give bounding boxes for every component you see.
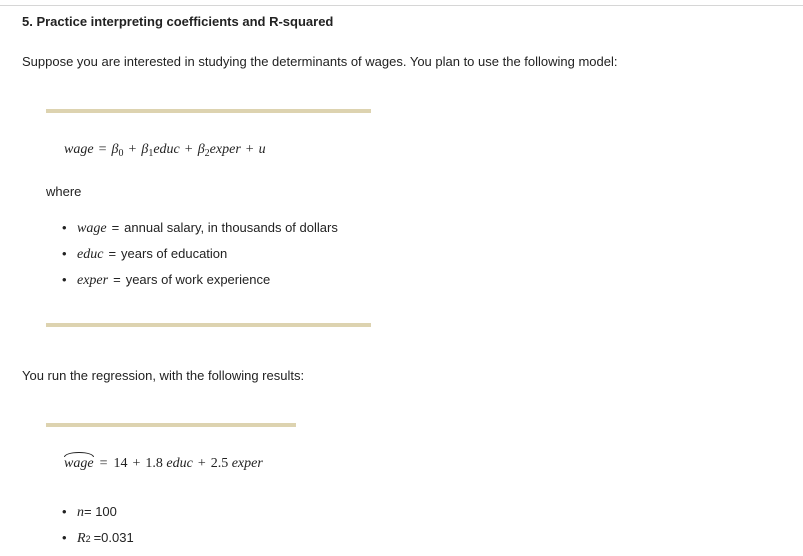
model-var-exper: exper: [209, 142, 241, 157]
fitted-coef-educ: 1.8: [145, 456, 163, 471]
definition-var: exper: [77, 273, 109, 288]
stat-n-value: = 100: [84, 504, 117, 519]
definition-desc: years of education: [121, 246, 228, 261]
bullet-icon: •: [62, 272, 67, 287]
fitted-intercept: 14: [113, 456, 128, 471]
definition-var: educ: [77, 247, 104, 262]
fitted-equation: [64, 454, 263, 472]
model-equals: =: [98, 142, 107, 157]
model-beta0: β: [111, 142, 119, 157]
bullet-icon: •: [62, 220, 67, 235]
definition-desc: annual salary, in thousands of dollars: [124, 220, 338, 235]
bullet-icon: •: [62, 246, 67, 261]
regression-stats: [62, 504, 134, 556]
model-plus-3: +: [245, 142, 254, 157]
definition-desc: years of work experience: [125, 272, 271, 287]
definition-equals: =: [108, 246, 117, 261]
model-beta2-sub: 2: [204, 148, 210, 159]
fitted-var-educ: educ: [166, 456, 193, 471]
results-divider: [46, 423, 296, 427]
stat-r2-value: =0.031: [93, 530, 134, 545]
stat-r2-label: R: [77, 531, 86, 546]
model-bottom-divider: [46, 323, 371, 327]
fitted-coef-exper: 2.5: [210, 456, 229, 471]
top-divider: [0, 5, 803, 6]
fitted-lhs-hat: wage: [64, 456, 94, 471]
model-equation: [64, 142, 266, 158]
model-plus-1: +: [128, 142, 137, 157]
model-plus-2: +: [184, 142, 193, 157]
model-top-divider: [46, 109, 371, 113]
fitted-plus-2: +: [197, 456, 206, 471]
model-beta0-sub: 0: [118, 148, 124, 159]
definition-equals: =: [113, 272, 121, 287]
definition-item: [62, 246, 338, 272]
definition-item: [62, 272, 338, 298]
model-beta1-sub: 1: [148, 148, 154, 159]
intro-text: Suppose you are interested in studying the determinants of wages. You plan to use the following model:: [22, 54, 618, 69]
model-beta1: β: [141, 142, 149, 157]
model-var-educ: educ: [153, 142, 180, 157]
stat-n-label: n: [77, 505, 84, 520]
variable-definitions: [62, 220, 338, 298]
question-title: 5. Practice interpreting coefficients and R-squared: [22, 14, 334, 29]
stat-item-r2: • R 2 =0.031: [62, 530, 134, 546]
fitted-equals: =: [99, 456, 108, 471]
model-beta2: β: [197, 142, 205, 157]
definition-item: [62, 220, 338, 246]
model-lhs: wage: [64, 142, 94, 157]
results-intro: You run the regression, with the following results:: [22, 368, 305, 383]
definition-var: wage: [77, 221, 107, 236]
definition-equals: =: [111, 220, 120, 235]
where-label: where: [46, 184, 82, 199]
model-error: u: [258, 142, 266, 157]
stat-item-n: [62, 504, 134, 530]
fitted-var-exper: exper: [231, 456, 263, 471]
fitted-plus-1: +: [132, 456, 141, 471]
bullet-icon: •: [62, 504, 67, 519]
bullet-icon: •: [62, 530, 67, 545]
